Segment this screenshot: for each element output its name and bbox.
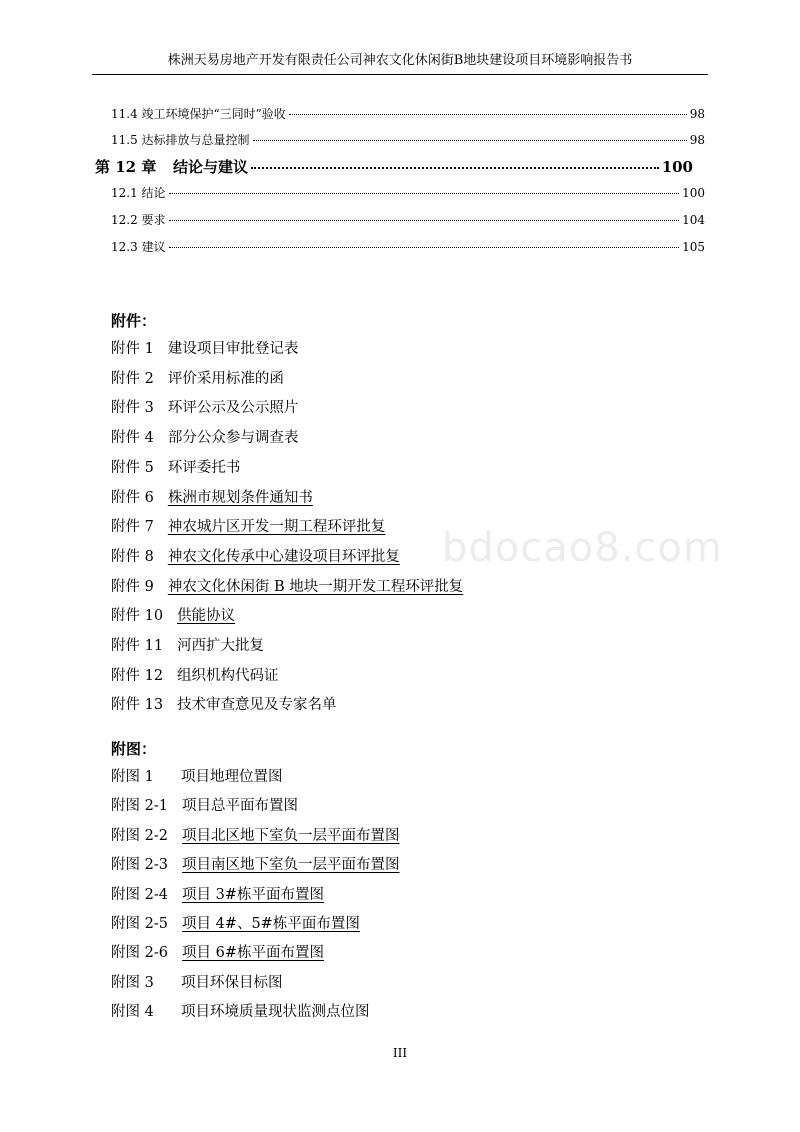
attachment-item-code: 附件 1 xyxy=(111,341,154,357)
attachment-item-code: 附件 12 xyxy=(111,667,164,684)
toc-row[interactable] xyxy=(111,105,705,123)
toc-entry-label: 11.4 竣工环境保护“三同时”验收 xyxy=(111,107,286,121)
figure-item[interactable] xyxy=(111,914,360,934)
figure-item-title: 项目环境质量现状监测点位图 xyxy=(181,1004,370,1021)
figure-item-title: 项目南区地下室负一层平面布置图 xyxy=(181,857,400,874)
attachment-item-code: 附件 3 xyxy=(111,400,154,417)
attachment-item[interactable] xyxy=(111,606,235,626)
attachment-item[interactable] xyxy=(111,517,385,537)
attachment-item-code: 附件 11 xyxy=(111,638,164,654)
figure-item-code: 附图 3 xyxy=(111,974,154,991)
attachment-item-code: 附件 13 xyxy=(111,697,164,714)
attachment-item-code: 附件 6 xyxy=(111,489,154,506)
attachment-item-title: 部分公众参与调查表 xyxy=(167,430,299,447)
toc-entry-label: 12.2 要求 xyxy=(111,213,166,227)
figure-item-code: 附图 1 xyxy=(111,769,154,785)
watermark: bdocao8.com xyxy=(442,525,723,571)
attachment-item-title: 株洲市规划条件通知书 xyxy=(167,489,313,506)
toc-row[interactable] xyxy=(111,184,705,202)
figure-item xyxy=(111,973,283,993)
figure-item[interactable] xyxy=(111,943,324,963)
toc-page-number: 105 xyxy=(682,240,705,254)
toc-chapter-row[interactable] xyxy=(95,156,693,178)
figure-item-title: 项目 3#栋平面布置图 xyxy=(181,886,324,903)
toc-entry-label: 11.5 达标排放与总量控制 xyxy=(111,133,250,147)
attachment-item-title: 神农文化传承中心建设项目环评批复 xyxy=(167,548,400,565)
figure-item[interactable] xyxy=(111,885,324,905)
toc-entry-label: 12.3 建议 xyxy=(111,240,166,254)
toc-page-number: 98 xyxy=(689,133,705,147)
toc-chapter-number: 第 12 章 xyxy=(95,158,157,176)
toc-page-number: 100 xyxy=(661,158,693,176)
attachment-item xyxy=(111,666,279,686)
toc-leader-dots xyxy=(169,247,680,248)
attachment-item xyxy=(111,339,298,359)
figure-item-title: 项目 6#栋平面布置图 xyxy=(181,945,324,962)
toc-page-number: 98 xyxy=(689,107,705,121)
figure-item-code: 附图 2-2 xyxy=(111,827,168,844)
attachment-item-code: 附件 10 xyxy=(111,608,164,625)
attachment-item xyxy=(111,398,298,418)
figure-item-code: 附图 2-3 xyxy=(111,857,168,874)
figure-item-title: 项目总平面布置图 xyxy=(181,798,298,815)
figures-heading: 附图： xyxy=(111,740,157,758)
toc-row[interactable] xyxy=(111,211,705,229)
attachment-item-code: 附件 5 xyxy=(111,459,154,476)
figure-item xyxy=(111,767,283,787)
attachment-item-title: 神农文化休闲街 B 地块一期开发工程环评批复 xyxy=(167,578,464,595)
attachment-item-title: 供能协议 xyxy=(177,608,236,625)
toc-entry-label: 12.1 结论 xyxy=(111,186,166,200)
figure-item xyxy=(111,1002,370,1022)
attachment-item-title: 神农城片区开发一期工程环评批复 xyxy=(167,519,386,536)
figure-item-code: 附图 4 xyxy=(111,1004,154,1021)
attachment-item[interactable] xyxy=(111,488,313,508)
attachment-item xyxy=(111,369,284,389)
attachment-item[interactable] xyxy=(111,577,463,597)
attachment-item-title: 河西扩大批复 xyxy=(177,638,265,654)
attachment-item xyxy=(111,428,298,448)
toc-entry-label: 结论与建议 xyxy=(173,158,249,176)
figure-item[interactable] xyxy=(111,826,399,846)
toc-leader-dots xyxy=(253,140,687,141)
figure-item-code: 附图 2-4 xyxy=(111,886,168,903)
figure-item-code: 附图 2-6 xyxy=(111,945,168,962)
attachment-item-title: 环评公示及公示照片 xyxy=(167,400,299,417)
figure-item-title: 项目北区地下室负一层平面布置图 xyxy=(181,827,400,844)
page-number: III xyxy=(392,1046,408,1060)
page-header: 株洲天易房地产开发有限责任公司神农文化休闲街B地块建设项目环境影响报告书 xyxy=(92,52,708,75)
toc-page-number: 104 xyxy=(682,213,705,227)
toc-page-number: 100 xyxy=(682,186,705,200)
attachment-item-title: 技术审查意见及专家名单 xyxy=(177,697,337,714)
attachment-item xyxy=(111,695,337,715)
attachment-item-title: 建设项目审批登记表 xyxy=(167,341,299,357)
toc-row[interactable] xyxy=(111,238,705,256)
attachment-item-title: 组织机构代码证 xyxy=(177,667,279,684)
attachment-item-code: 附件 9 xyxy=(111,578,154,595)
attachment-item-title: 评价采用标准的函 xyxy=(167,370,284,387)
figure-item-title: 项目地理位置图 xyxy=(181,769,283,785)
attachment-item-code: 附件 4 xyxy=(111,430,154,447)
figure-item-code: 附图 2-5 xyxy=(111,916,168,932)
attachments-heading: 附件： xyxy=(111,312,157,330)
attachment-item-code: 附件 8 xyxy=(111,548,154,565)
toc-row[interactable] xyxy=(111,131,705,149)
figure-item-title: 项目环保目标图 xyxy=(181,974,283,991)
figure-item-code: 附图 2-1 xyxy=(111,798,168,815)
attachment-item-code: 附件 2 xyxy=(111,370,154,387)
attachment-item-code: 附件 7 xyxy=(111,519,154,536)
toc-leader-dots xyxy=(289,114,687,115)
toc-leader-dots xyxy=(169,193,680,194)
figure-item-title: 项目 4#、5#栋平面布置图 xyxy=(181,916,360,932)
figure-item xyxy=(111,796,298,816)
attachment-item xyxy=(111,458,240,478)
attachment-item[interactable] xyxy=(111,547,400,567)
attachment-item-title: 环评委托书 xyxy=(167,459,241,476)
figure-item[interactable] xyxy=(111,855,399,875)
toc-leader-dots xyxy=(251,167,659,169)
toc-leader-dots xyxy=(169,220,680,221)
attachment-item xyxy=(111,636,264,656)
